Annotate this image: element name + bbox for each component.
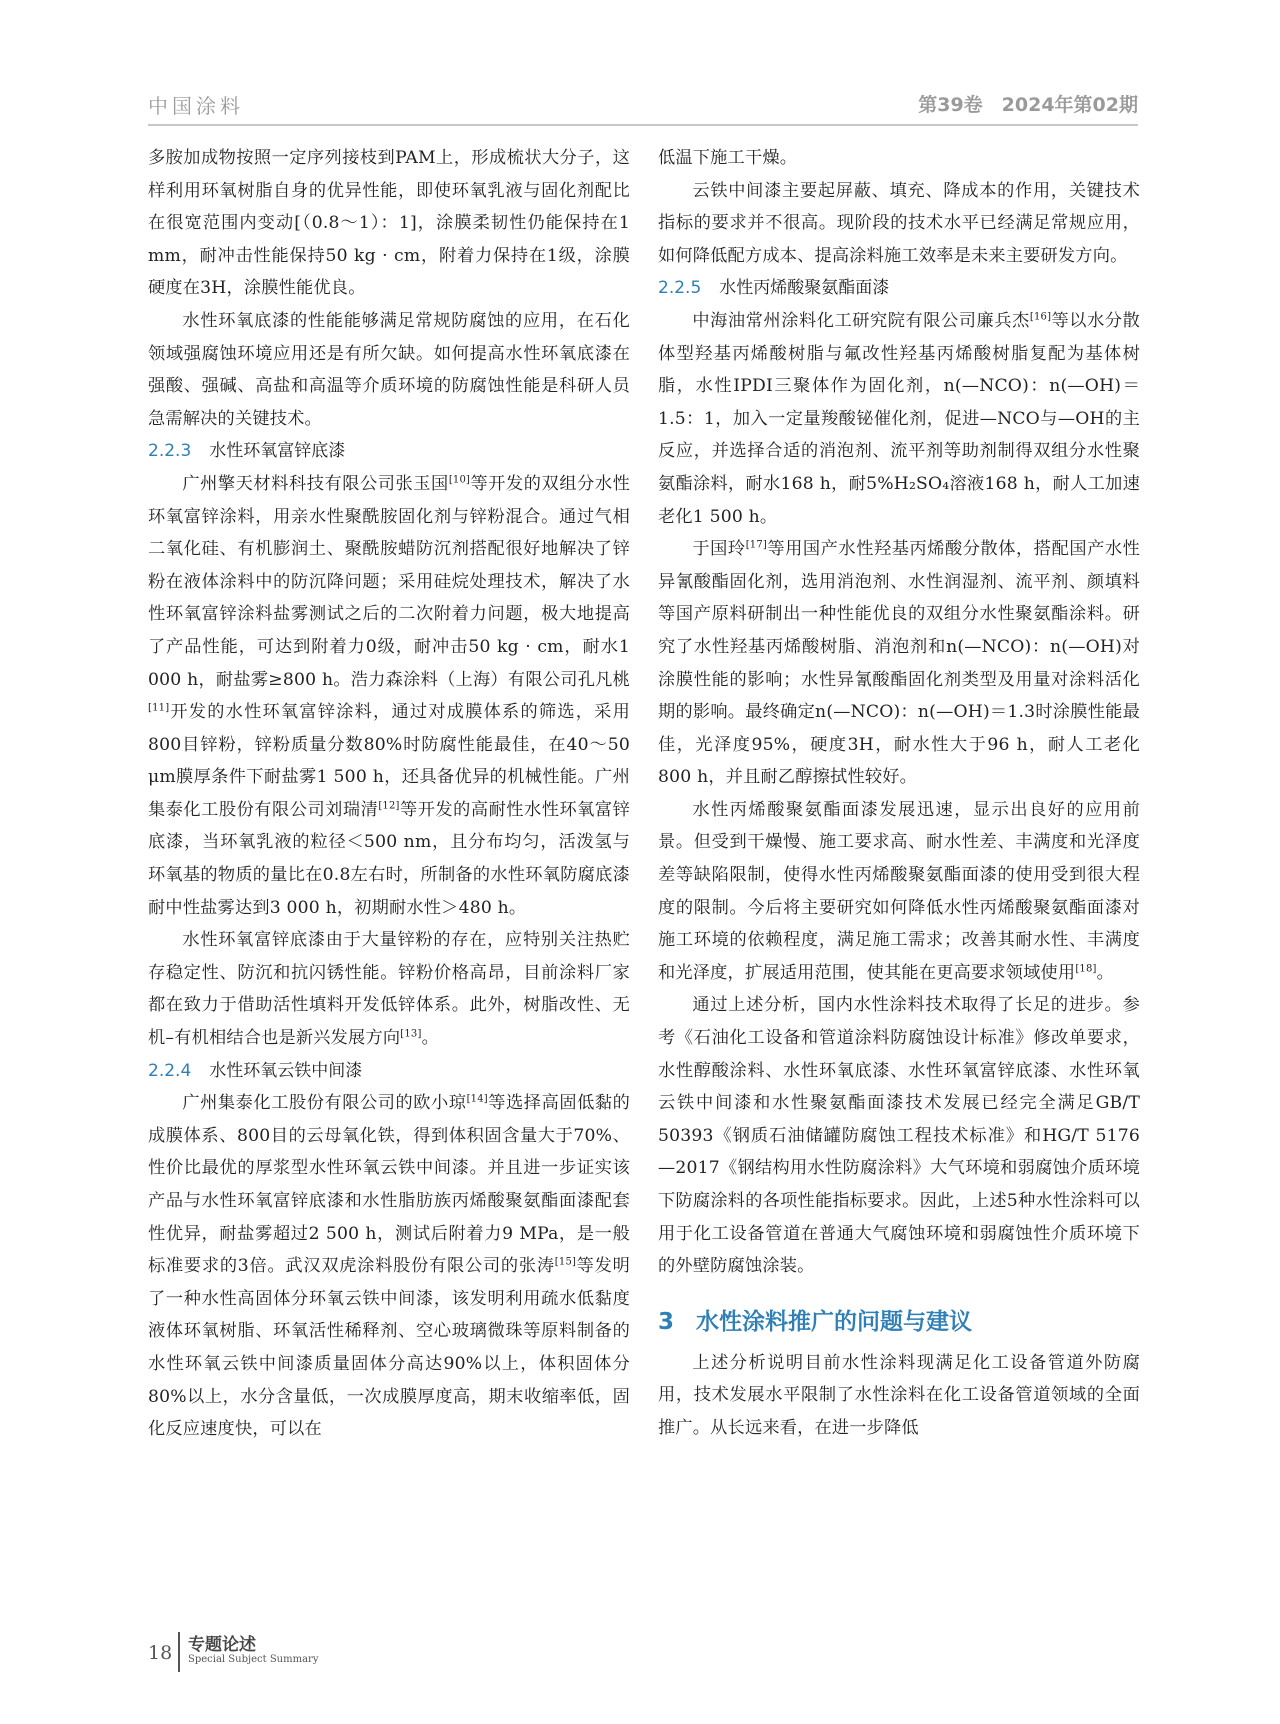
reference-mark: [15]	[554, 1256, 577, 1268]
subsection-heading-2-2-3	[148, 435, 630, 468]
left-column	[148, 142, 630, 1446]
section-label-cn: 专题论述	[188, 1635, 256, 1655]
paragraph: 水性环氧富锌底漆由于大量锌粉的存在，应特别关注热贮存稳定性、防沉和抗闪锈性能。锌粉价格高昂，目前涂料厂家都在致力于借助活性填料开发低锌体系。此外，树脂改性、无机–有机相结合也是新兴发展方向[13]。	[148, 930, 630, 1049]
reference-mark: [18]	[1075, 963, 1097, 975]
paragraph: 上述分析说明目前水性涂料现满足化工设备管道外防腐用，技术发展水平限制了水性涂料在化工设备管道领域的全面推广。从长远来看，在进一步降低	[658, 1352, 1140, 1438]
reference-mark: [13]	[400, 1028, 422, 1040]
heading-number: 2.2.3	[148, 441, 192, 462]
paragraph: 水性环氧底漆的性能能够满足常规防腐蚀的应用，在石化领域强腐蚀环境应用还是有所欠缺。如何提高水性环氧底漆在强酸、强碱、高盐和高温等介质环境的防腐蚀性能是科研人员急需解决的关键技术。	[148, 310, 630, 429]
heading-number: 2.2.5	[658, 278, 702, 299]
paragraph: 低温下施工干燥。	[658, 148, 798, 168]
paragraph: 云铁中间漆主要起屏蔽、填充、降成本的作用，关键技术指标的要求并不很高。现阶段的技术水平已经满足常规应用，如何降低配方成本、提高涂料施工效率是未来主要研发方向。	[658, 180, 1140, 266]
paragraph: 多胺加成物按照一定序列接枝到PAM上，形成梳状大分子，这样利用环氧树脂自身的优异性能，即使环氧乳液与固化剂配比在很宽范围内变动[（0.8～1）：1]，涂膜柔韧性仍能保持在1 mm，耐冲击性能保持50 kg · cm，附着力保持在1级，涂膜硬度在3H，涂膜性能优良。	[148, 148, 630, 299]
header-rule	[148, 124, 1138, 126]
paragraph: 于国玲[17]等用国产水性羟基丙烯酸分散体，搭配国产水性异氰酸酯固化剂，选用消泡剂、水性润湿剂、流平剂、颜填料等国产原料研制出一种性能优良的双组分水性聚氨酯涂料。研究了水性羟基丙烯酸树脂、消泡剂和n(—NCO)：n(—OH)对涂膜性能的影响；水性异氰酸酯固化剂类型及用量对涂料活化期的影响。最终确定n(—NCO)：n(—OH)＝1.3时涂膜性能最佳，光泽度95%，硬度3H，耐水性大于96 h，耐人工老化800 h，并且耐乙醇擦拭性较好。	[658, 539, 1141, 788]
heading-title: 水性涂料推广的问题与建议	[696, 1308, 973, 1335]
journal-name: 中国涂料	[148, 94, 244, 118]
reference-mark: [16]	[1029, 311, 1052, 323]
heading-number: 3	[658, 1308, 675, 1335]
paragraph: 中海油常州涂料化工研究院有限公司廉兵杰[16]等以水分散体型羟基丙烯酸树脂与氟改性羟基丙烯酸树脂复配为基体树脂，水性IPDI三聚体作为固化剂，n(—NCO)：n(—OH)＝1.5：1，加入一定量羧酸铋催化剂，促进—NCO与—OH的主反应，并选择合适的消泡剂、流平剂等助剂制得双组分水性聚氨酯涂料，耐水168 h，耐5%H₂SO₄溶液168 h，耐人工加速老化1 500 h。	[658, 310, 1140, 527]
page-number: 18	[148, 1642, 173, 1664]
subsection-heading-2-2-5	[658, 272, 1140, 305]
footer-divider	[178, 1632, 180, 1672]
page-header	[148, 90, 1138, 120]
right-column	[658, 142, 1140, 1445]
paragraph: 广州集泰化工股份有限公司的欧小琼[14]等选择高固低黏的成膜体系、800目的云母氧化铁，得到体积固含量大于70%、性价比最优的厚浆型水性环氧云铁中间漆。并且进一步证实该产品与水性环氧富锌底漆和水性脂肪族丙烯酸聚氨酯面漆配套性优异，耐盐雾超过2 500 h，测试后附着力9 MPa，是一般标准要求的3倍。武汉双虎涂料股份有限公司的张涛[15]等发明了一种水性高固体分环氧云铁中间漆，该发明利用疏水低黏度液体环氧树脂、环氧活性稀释剂、空心玻璃微珠等原料制备的水性环氧云铁中间漆质量固体分高达90%以上，体积固体分80%以上，水分含量低，一次成膜厚度高，期末收缩率低，固化反应速度快，可以在	[148, 1093, 630, 1440]
reference-mark: [11]	[148, 702, 170, 714]
reference-mark: [17]	[745, 539, 768, 551]
section-heading-3	[658, 1305, 1140, 1339]
subsection-heading-2-2-4	[148, 1055, 630, 1088]
paragraph: 广州擎天材料科技有限公司张玉国[10]等开发的双组分水性环氧富锌涂料，用亲水性聚酰胺固化剂与锌粉混合。通过气相二氧化硅、有机膨润土、聚酰胺蜡防沉剂搭配很好地解决了锌粉在液体涂料中的防沉降问题；采用硅烷处理技术，解决了水性环氧富锌涂料盐雾测试之后的二次附着力问题，极大地提高了产品性能，可达到附着力0级，耐冲击50 kg · cm，耐水1 000 h，耐盐雾≥800 h。浩力森涂料（上海）有限公司孔凡桃[11]开发的水性环氧富锌涂料，通过对成膜体系的筛选，采用800目锌粉，锌粉质量分数80%时防腐性能最佳，在40～50 μm膜厚条件下耐盐雾1 500 h，还具备优异的机械性能。广州集泰化工股份有限公司刘瑞清[12]等开发的高耐性水性环氧富锌底漆，当环氧乳液的粒径＜500 nm，且分布均匀，活泼氢与环氧基的物质的量比在0.8左右时，所制备的水性环氧防腐底漆耐中性盐雾达到3 000 h，初期耐水性＞480 h。	[148, 473, 630, 918]
heading-number: 2.2.4	[148, 1060, 192, 1081]
paragraph: 水性丙烯酸聚氨酯面漆发展迅速，显示出良好的应用前景。但受到干燥慢、施工要求高、耐水性差、丰满度和光泽度差等缺陷限制，使得水性丙烯酸聚氨酯面漆的使用受到很大程度的限制。今后将主要研究如何降低水性丙烯酸聚氨酯面漆对施工环境的依赖程度，满足施工需求；改善其耐水性、丰满度和光泽度，扩展适用范围，使其能在更高要求领域使用[18]。	[658, 799, 1140, 983]
heading-title: 水性环氧富锌底漆	[209, 441, 346, 462]
section-label-en: Special Subject Summary	[188, 1654, 319, 1665]
reference-mark: [12]	[378, 800, 400, 812]
reference-mark: [10]	[448, 474, 471, 486]
reference-mark: [14]	[466, 1093, 488, 1105]
paragraph: 通过上述分析，国内水性涂料技术取得了长足的进步。参考《石油化工设备和管道涂料防腐蚀设计标准》修改单要求，水性醇酸涂料、水性环氧底漆、水性环氧富锌底漆、水性环氧云铁中间漆和水性聚氨酯面漆技术发展已经完全满足GB/T 50393《钢质石油储罐防腐蚀工程技术标准》和HG/T 5176—2017《钢结构用水性防腐涂料》大气环境和弱腐蚀介质环境下防腐涂料的各项性能指标要求。因此，上述5种水性涂料可以用于化工设备管道在普通大气腐蚀环境和弱腐蚀性介质环境下的外壁防腐蚀涂装。	[658, 995, 1140, 1277]
heading-title: 水性环氧云铁中间漆	[209, 1060, 363, 1081]
issue-info: 第39卷 2024年第02期	[918, 94, 1138, 116]
heading-title: 水性丙烯酸聚氨酯面漆	[719, 278, 890, 299]
